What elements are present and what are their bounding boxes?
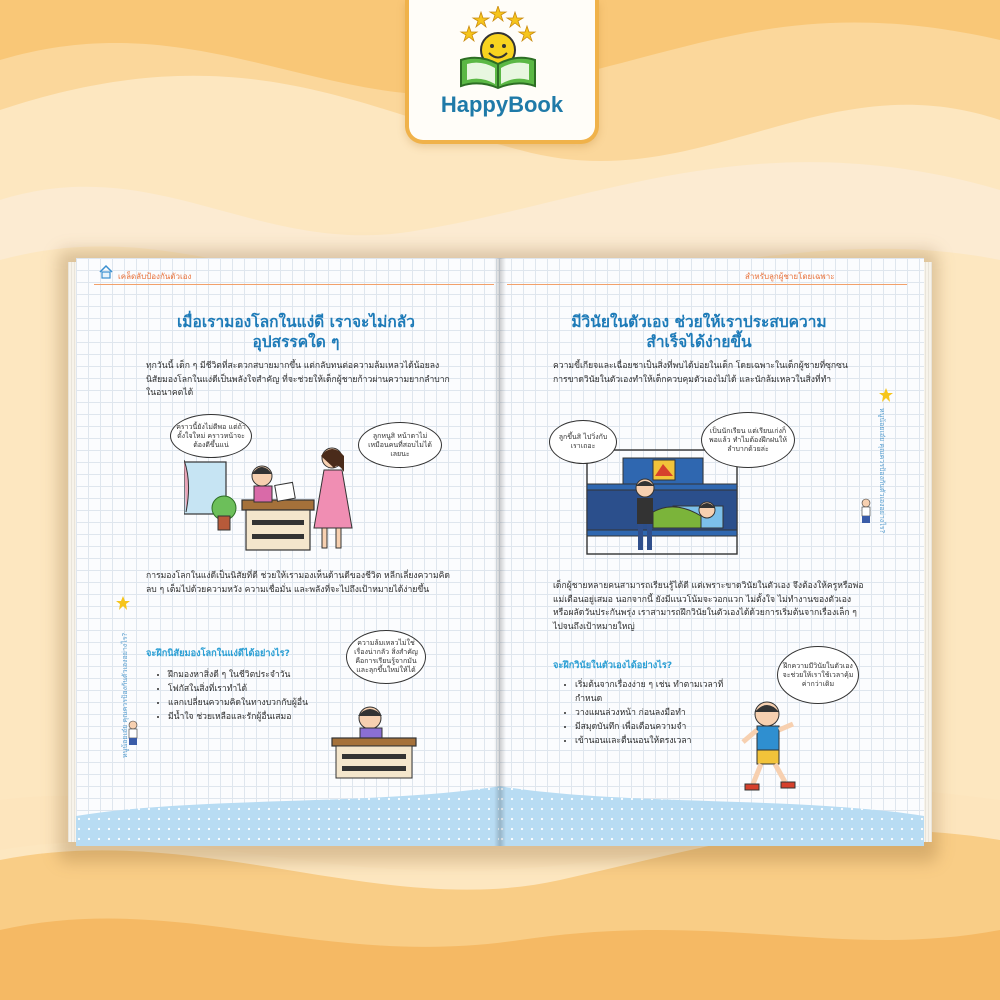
right-intro: ความขี้เกียจและเฉื่อยชาเป็นสิ่งที่พบได้บ่อยในเด็ก โดยเฉพาะในเด็กผู้ชายที่ซุกซน การขาดวินัยในตัวเองทำให้เด็กควบคุมตัวเองไม่ได้ และนักล้มเหลวในสิ่งที่ทำ xyxy=(553,361,848,385)
speech-bubble-child: คราวนี้ยังไม่ดีพอ แต่ถ้าตั้งใจใหม่ คราวหน้าจะต้องดีขึ้นแน่ xyxy=(170,414,252,458)
list-item: • โฟกัสในสิ่งที่เราทำได้ xyxy=(168,682,368,696)
right-title-line2: สำเร็จได้ง่ายขึ้น xyxy=(646,333,752,351)
list-item: • เข้านอนและตื่นนอนให้ตรงเวลา xyxy=(575,734,745,748)
right-page xyxy=(499,258,924,846)
right-title-line1: มีวินัยในตัวเอง ช่วยให้เราประสบความ xyxy=(571,313,827,331)
page-number-star-icon xyxy=(116,596,130,610)
house-icon xyxy=(98,264,114,280)
right-title xyxy=(519,312,879,352)
right-body: เด็กผู้ชายหลายคนสามารถเรียนรู้ได้ดี แต่เพราะขาดวินัยในตัวเอง จึงต้องให้ครูหรือพ่อแม่เตือนอยู่เสมอ นอกจากนี้ ยังมีแนวโน้มจะวอกแวก ไม่ตั้งใจ ไม่ทำงานของตัวเอง หรือผลัดวันประกันพรุ่ง เราสามารถฝึกวินัยในตัวเองได้ด้วยการเริ่มต้นจากเรื่องเล็ก ๆ ไปจนถึงเป้าหมายใหญ่ xyxy=(553,581,864,632)
right-subheading: จะฝึกวินัยในตัวเองได้อย่างไร? xyxy=(553,660,673,671)
happybook-logo-card xyxy=(405,0,599,144)
list-item: • วางแผนล่วงหน้า ก่อนลงมือทำ xyxy=(575,706,745,720)
list-item: • เริ่มต้นจากเรื่องง่าย ๆ เช่น ทำตามเวลาที่กำหนด xyxy=(575,678,745,706)
speech-bubble-run: ฝึกความมีวินัยในตัวเอง จะช่วยให้เราใช้เวลาคุ้มค่ากว่าเดิม xyxy=(777,646,859,704)
left-title xyxy=(116,312,476,352)
speech-bubble-mom: ลูกหนูสิ หน้าตาไม่เหมือนคนที่สอบไม่ได้เลยนะ xyxy=(358,422,442,468)
left-title-line1: เมื่อเรามองโลกในแง่ดี เราจะไม่กลัว xyxy=(177,313,415,331)
speech-bubble-son: เป็นนักเรียน แต่เรียนเก่งก็พอแล้ว ทำไมต้องฝึกฝนให้ลำบากด้วยล่ะ xyxy=(701,412,795,468)
book-smiley-logo-icon xyxy=(453,6,543,90)
bottom-dotted-wave xyxy=(499,776,924,846)
list-item: • มีน้ำใจ ช่วยเหลือและรักผู้อื่นเสมอ xyxy=(168,710,368,724)
left-body: การมองโลกในแง่ดีเป็นนิสัยที่ดี ช่วยให้เรามองเห็นด้านดีของชีวิต หลีกเลี่ยงความคิดลบ ๆ เต็มไปด้วยความหวัง ความเชื่อมั่น และพลังที่จะไปถึงเป้าหมายได้ง่ายขึ้น xyxy=(146,571,450,595)
header-rule xyxy=(94,284,494,285)
side-text-left: หนูน้อยเอ๋ย คุณควรป้องกันตัวเองอย่างไร? xyxy=(121,632,129,758)
study-room-illustration xyxy=(184,442,374,552)
speech-bubble-dad: ลูกขึ้นสิ ไปวิ่งกับเราเถอะ xyxy=(549,420,617,464)
logo-text: HappyBook xyxy=(440,92,564,117)
right-tips-list xyxy=(561,678,745,748)
list-item: • มีสมุดบันทึก เพื่อเตือนความจำ xyxy=(575,720,745,734)
list-item: • แลกเปลี่ยนความคิดในทางบวกกับผู้อื่น xyxy=(168,696,368,710)
boy-standing-icon xyxy=(126,720,140,746)
running-head-left: เคล็ดลับป้องกันตัวเอง xyxy=(118,272,192,281)
left-page xyxy=(76,258,501,846)
bottom-dotted-wave xyxy=(76,776,501,846)
page-number-star-icon xyxy=(879,388,893,402)
book-gutter xyxy=(494,258,506,846)
header-rule xyxy=(507,284,907,285)
bedroom-illustration xyxy=(583,448,743,558)
speech-bubble-desk: ความล้มเหลวไม่ใช่เรื่องน่ากลัว สิ่งสำคัญคือการเรียนรู้จากมัน และลุกขึ้นใหม่ให้ได้ xyxy=(346,630,426,684)
boy-standing-icon xyxy=(859,498,873,524)
side-text-right: หนูน้อยเอ๋ย คุณควรป้องกันตัวเองอย่างไร? xyxy=(878,408,886,534)
list-item: • ฝึกมองหาสิ่งดี ๆ ในชีวิตประจำวัน xyxy=(168,668,368,682)
left-intro: ทุกวันนี้ เด็ก ๆ มีชีวิตที่สะดวกสบายมากขึ้น แต่กลับทนต่อความล้มเหลวได้น้อยลง นิสัยมองโลกในแง่ดีเป็นพลังใจสำคัญ ที่จะช่วยให้เด็กผู้ชายก้าวผ่านความยากลำบากในอนาคตได้ xyxy=(146,361,450,398)
running-head-right: สำหรับลูกผู้ชายโดยเฉพาะ xyxy=(745,272,835,281)
boy-at-desk-illustration xyxy=(330,700,420,780)
left-subheading: จะฝึกนิสัยมองโลกในแง่ดีได้อย่างไร? xyxy=(146,648,290,659)
left-title-line2: อุปสรรคใด ๆ xyxy=(252,333,340,351)
